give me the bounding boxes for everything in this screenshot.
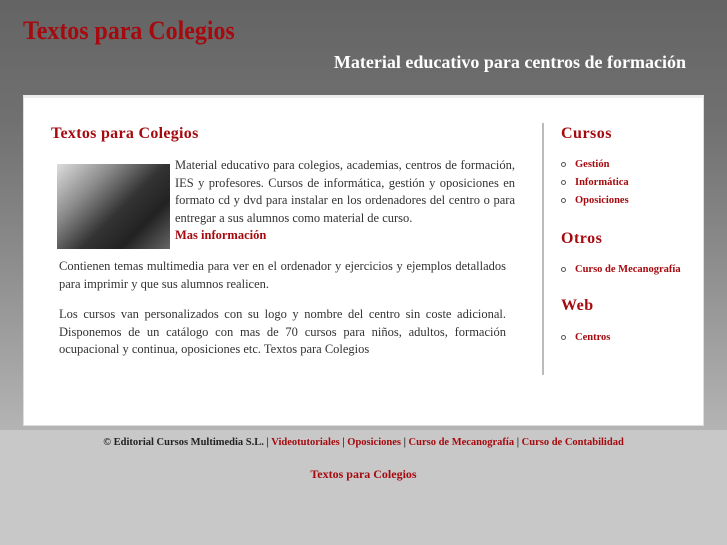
sidebar-divider [542,123,544,375]
link-label[interactable]: Curso de Mecanografía [575,263,681,275]
bullet-icon [561,162,566,167]
copyright: © Editorial Cursos Multimedia S.L. [103,437,264,448]
footer-title[interactable]: Textos para Colegios [310,467,417,481]
otros-list [561,260,681,278]
link-label[interactable]: Gestión [575,158,610,170]
tagline: Material educativo para centros de formación [333,52,686,72]
paragraph-3: Los cursos van personalizados con su logo y nombre del centro sin coste adicional. Disponemos de un catálogo con mas de 70 cursos para niños, adultos, formación ocupacional y continua, oposiciones etc. Textos para Colegios [59,307,506,356]
intro-text: Material educativo para colegios, academias, centros de formación, IES y profesores. Cursos de informática, gestión y oposiciones en formato cd y dvd para instalar en los ordenadores del centro o para entregar a sus alumnos como material de curso. [175,158,515,225]
more-info-link[interactable]: Mas información [175,228,267,242]
web-list [561,328,610,346]
content-panel [23,95,704,426]
link-label[interactable]: Oposiciones [575,194,629,206]
cursos-list [561,155,629,209]
sidebar-item-mecanografia[interactable] [561,260,681,278]
sidebar-item-oposiciones[interactable] [561,191,629,209]
bullet-icon [561,198,566,203]
paragraph-2: Contienen temas multimedia para ver en el ordenador y ejercicios y ejemplos detallados para imprimir y que sus alumnos realicen. [59,259,506,291]
page-title: Textos para Colegios [51,125,199,142]
otros-heading: Otros [561,230,603,247]
separator: | [339,437,348,448]
sidebar-item-gestion[interactable] [561,155,629,173]
footer-link-mecanografia[interactable]: Curso de Mecanografía [408,437,515,448]
footer-link-videotutoriales[interactable]: Videotutoriales [271,437,340,448]
cursos-heading: Cursos [561,125,613,142]
bullet-icon [561,267,566,272]
web-heading: Web [561,297,594,314]
bullet-icon [561,335,566,340]
link-label[interactable]: Centros [575,331,611,343]
separator: | [400,437,409,448]
separator: | [263,437,272,448]
footer-link-contabilidad[interactable]: Curso de Contabilidad [521,437,624,448]
intro-paragraph [175,157,515,245]
footer-links [0,437,727,448]
separator: | [514,437,522,448]
bullet-icon [561,180,566,185]
sidebar-item-informatica[interactable] [561,173,629,191]
classroom-photo [57,164,170,249]
link-label[interactable]: Informática [575,176,629,188]
footer-link-oposiciones[interactable]: Oposiciones [347,437,401,448]
site-title[interactable]: Textos para Colegios [23,16,235,45]
sidebar-item-centros[interactable] [561,328,610,346]
